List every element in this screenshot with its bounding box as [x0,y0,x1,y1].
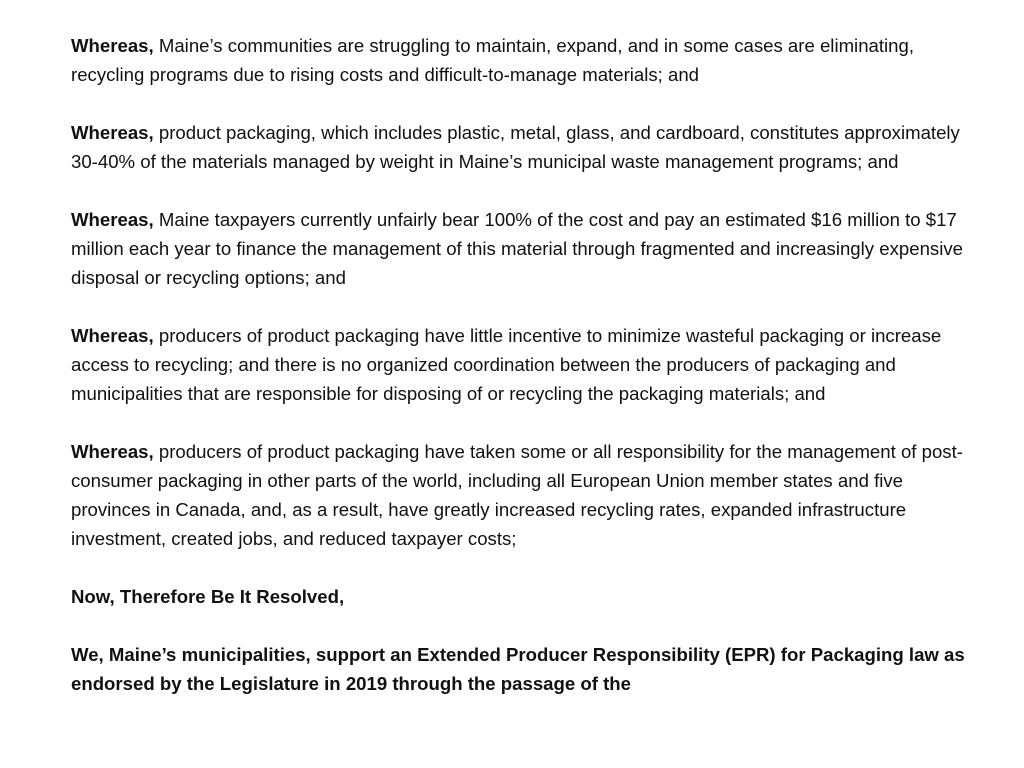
resolved-heading: Now, Therefore Be It Resolved, [71,586,345,607]
whereas-text: Maine taxpayers currently unfairly bear 100% of the cost and pay an estimated $16 million to $17 million each year to finance the management of this material through fragmented and increasingly expensive disposal or recycling options; and [71,209,963,288]
whereas-paragraph-1 [71,31,986,89]
whereas-paragraph-5 [71,437,986,553]
whereas-paragraph-2 [71,118,986,176]
whereas-label: Whereas, [71,35,154,56]
whereas-text: product packaging, which includes plastic, metal, glass, and cardboard, constitutes approximately 30-40% of the materials managed by weight in Maine’s municipal waste management programs; and [71,122,960,172]
whereas-label: Whereas, [71,325,154,346]
whereas-paragraph-3 [71,205,986,292]
whereas-label: Whereas, [71,441,154,462]
whereas-text: producers of product packaging have little incentive to minimize wasteful packaging or increase access to recycling; and there is no organized coordination between the producers of packaging and municipalities that are responsible for disposing of or recycling the packaging materials; and [71,325,942,404]
resolution-statement: We, Maine’s municipalities, support an Extended Producer Responsibility (EPR) for Packaging law as endorsed by the Legislature in 2019 through the passage of the [71,644,965,694]
whereas-label: Whereas, [71,122,154,143]
whereas-label: Whereas, [71,209,154,230]
whereas-paragraph-4 [71,321,986,408]
whereas-text: Maine’s communities are struggling to maintain, expand, and in some cases are eliminating, recycling programs due to rising costs and difficult-to-manage materials; and [71,35,915,85]
whereas-text: producers of product packaging have taken some or all responsibility for the management of post-consumer packaging in other parts of the world, including all European Union member states and five provinces in Canada, and, as a result, have greatly increased recycling rates, expanded infrastructure investment, created jobs, and reduced taxpayer costs; [71,441,963,549]
resolution-body [71,31,986,698]
